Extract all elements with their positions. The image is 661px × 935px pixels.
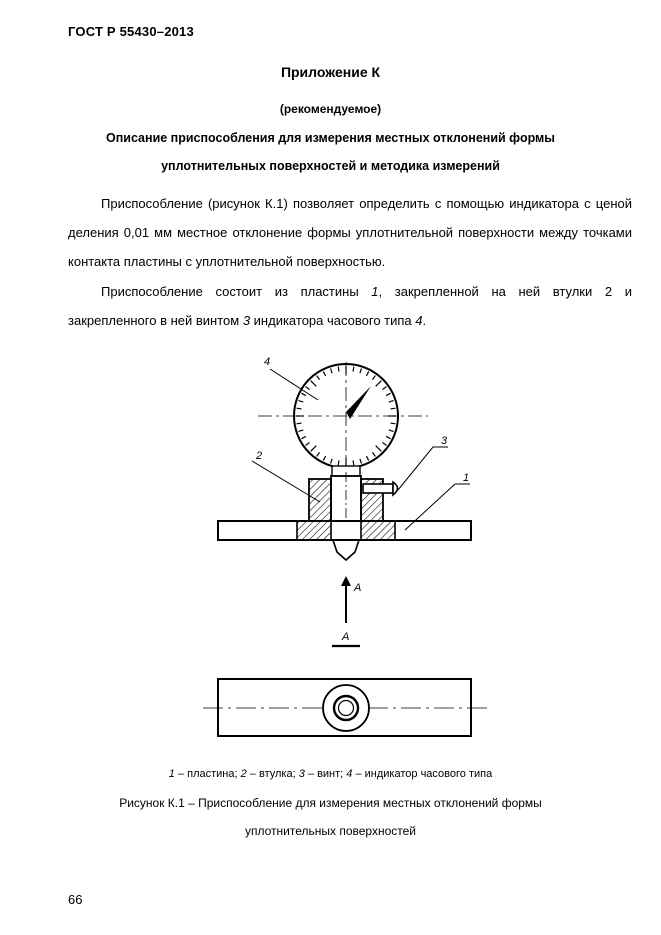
dial-tick — [301, 436, 305, 438]
dial-tick — [331, 459, 333, 464]
dial-needle — [346, 386, 371, 419]
dial-tick — [301, 393, 305, 395]
annex-heading-line2: уплотнительных поверхностей и методика измерений — [161, 159, 500, 173]
plate — [218, 521, 471, 540]
label-view-a: А — [342, 631, 350, 643]
label-3: 3 — [441, 435, 448, 447]
annex-status: (рекомендуемое) — [279, 102, 382, 116]
dial-tick — [298, 401, 303, 403]
label-arrow-a: А — [354, 582, 362, 594]
legend-num-2: 2 — [240, 768, 247, 780]
dial-tick — [360, 459, 362, 464]
dial-tick — [389, 430, 394, 432]
dial-indicator — [258, 362, 428, 476]
figure-legend — [0, 768, 661, 780]
legend-text-2: – втулка; — [246, 768, 299, 780]
view-a-plan — [203, 679, 488, 736]
figure-caption-line1: Рисунок К.1 – Приспособление для измерения местных отклонений формы — [119, 796, 542, 810]
dial-tick — [311, 381, 317, 387]
label-2: 2 — [256, 450, 263, 462]
paragraph-1: Приспособление (рисунок К.1) позволяет определить с помощью индикатора с ценой деления 0,01 мм местное отклонение формы уплотнительной поверхности между точками контакта пластины с уплотнительной поверхностью. — [68, 196, 632, 269]
dial-tick — [390, 423, 395, 424]
annex-heading-line1: Описание приспособления для измерения местных отклонений формы — [106, 131, 555, 145]
dial-tick — [353, 460, 354, 465]
dial-tick — [366, 371, 368, 375]
legend-text-1: – пластина; — [174, 768, 241, 780]
paragraph-2-text-c: индикатора часового типа — [250, 313, 416, 328]
dial-tick — [297, 408, 302, 409]
dial-tick — [386, 436, 390, 438]
dial-tick — [366, 456, 368, 460]
label-1: 1 — [463, 472, 470, 484]
dial-tick — [298, 430, 303, 432]
dial-tick — [338, 460, 339, 465]
dial-tick — [331, 368, 333, 373]
legend-num-3: 3 — [298, 768, 305, 780]
dial-tick — [376, 381, 382, 387]
view-arrow — [341, 576, 351, 623]
paragraph-2-ref-3: 3 — [242, 313, 251, 328]
dial-tick — [390, 408, 395, 409]
dial-tick — [317, 452, 320, 456]
annex-title: Приложение К — [280, 64, 381, 80]
screw — [363, 482, 398, 495]
dial-tick — [382, 442, 386, 445]
dial-tick — [389, 401, 394, 403]
dial-tick — [297, 423, 302, 424]
leader-4 — [270, 369, 318, 400]
dial-tick — [306, 442, 310, 445]
dial-tick — [372, 376, 375, 380]
dial-tick — [311, 446, 317, 452]
dial-tick — [323, 456, 325, 460]
dial-tick — [338, 367, 339, 372]
legend-num-1: 1 — [168, 768, 175, 780]
dial-tick — [386, 393, 390, 395]
paragraph-2-text-a: Приспособление состоит из пластины — [101, 284, 372, 299]
legend-text-3: – винт; — [304, 768, 347, 780]
legend-text-4: – индикатор часового типа — [352, 768, 493, 780]
dial-tick — [317, 376, 320, 380]
paragraph-2-ref-4: 4 — [415, 313, 423, 328]
leader-3 — [398, 447, 448, 490]
dial-tick — [360, 368, 362, 373]
label-4: 4 — [264, 356, 271, 368]
document-code: ГОСТ Р 55430–2013 — [68, 24, 194, 39]
paragraph-2-ref-1: 1 — [371, 284, 379, 299]
dial-tick — [353, 367, 354, 372]
indicator-stem — [331, 472, 361, 560]
dial-tick — [382, 387, 386, 390]
dial-tick — [372, 452, 375, 456]
legend-num-4: 4 — [346, 768, 353, 780]
dial-tick — [323, 371, 325, 375]
paragraph-2-text-d: . — [422, 313, 427, 328]
dial-tick — [376, 446, 382, 452]
dial-tick — [306, 387, 310, 390]
paragraph-2-text-b: , закрепленной на ней втулки 2 и закрепленного в ней винтом — [68, 284, 632, 328]
figure-caption-line2: уплотнительных поверхностей — [244, 824, 416, 838]
page-number: 66 — [68, 892, 83, 907]
